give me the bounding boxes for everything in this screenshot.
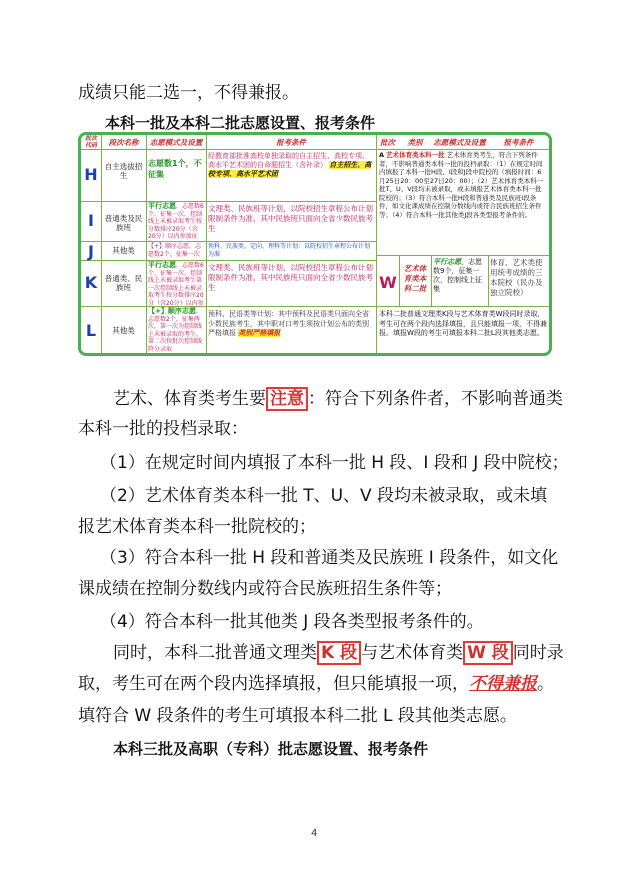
- row-setting-i-text: ，志愿数6个，征集一次，控制线上未被录取考生按分数排序20分（含20分）以内参加征: [148, 203, 204, 240]
- row-category-w: 艺术体育类本科二批: [403, 264, 427, 293]
- row-code-h: H: [84, 165, 98, 184]
- row-code-j: J: [88, 242, 94, 261]
- batch2-same-time-note: 本科二批普通文理类K段与艺术体育类W段同时录取，考生可在两个段内选择填报，且只能填报一项，不得兼报。填报W段的考生可填报本科二批L段其他类志愿。: [379, 310, 547, 337]
- header-conditions-2: 报考条件: [503, 138, 534, 147]
- row-setting-h: 志愿数1个，不征集: [148, 159, 202, 179]
- header-setting-2: 志愿模式及设置: [433, 138, 486, 147]
- header-conditions: 报考条件: [276, 138, 306, 147]
- p6-text-b: 与艺术体育类: [361, 643, 464, 663]
- paragraph-4-line-1: （3）符合本科一批 H 段和普通类及民族班 I 段条件，如文化: [100, 548, 559, 568]
- p6-text-c: 同时录: [512, 643, 564, 663]
- paragraph-4-line-2: 课成绩在控制分数线内或符合民族班招生条件等；: [78, 579, 452, 599]
- row-cond-l: [206, 309, 376, 353]
- row-setting-w-title: 平行志愿: [433, 258, 461, 266]
- row-setting-l-title: 【+】顺序志愿: [148, 307, 196, 315]
- row-setting-i: [146, 202, 206, 241]
- paragraph-2: （1）在规定时间内填报了本科一批 H 段、I 段和 J 段中院校；: [100, 453, 569, 473]
- row-cond-l-highlight: 类别严格填报: [238, 329, 281, 337]
- art-pe-batch1-category: 艺术体育类本科一批: [386, 151, 445, 159]
- header-category: 类别: [407, 138, 423, 147]
- row-code-k: K: [84, 273, 98, 292]
- p6-text-a: 同时，本科二批普通文理类: [113, 643, 317, 663]
- row-setting-l: [146, 307, 206, 353]
- row-setting-l-text: ，志愿数2个，征集两次，第一次为控制线上未被录取的考生，第二次按批次控制线降分录取: [148, 308, 203, 353]
- p1-attention-box: 注意: [266, 387, 308, 411]
- p6-w-segment-box: W 段: [463, 641, 513, 665]
- paragraph-3-line-2: 报艺术体育类本科一批院校的；: [78, 517, 316, 537]
- row-cond-h: [206, 151, 376, 201]
- row-setting-w-text: ，志愿数9个，征集一次，控制线上征集: [433, 258, 482, 293]
- row-name-i: 普通类及民族班: [104, 214, 143, 232]
- header-batch: 批次: [380, 138, 395, 147]
- row-setting-j: 【+】顺序志愿，志愿数2个，征集一次: [148, 243, 202, 258]
- paragraph-7: [78, 671, 554, 697]
- admission-table: [78, 132, 552, 356]
- row-code-l: L: [85, 321, 97, 340]
- p7-no-double-apply: 不得兼报: [469, 674, 537, 694]
- paragraph-3-line-1: （2）艺术体育类本科一批 T、U、V 段均未被录取，或未填: [100, 486, 548, 506]
- section-title-2: 本科三批及高职（专科）批志愿设置、报考条件: [113, 740, 429, 758]
- section-title-1: 本科一批及本科二批志愿设置、报考条件: [105, 114, 376, 132]
- row-setting-k: [146, 261, 206, 306]
- row-cond-k: 文理类、民族班等计划，以院校招生章程公布计划限制条件为准，其中民族班只面向全省少数民族考生: [208, 263, 373, 292]
- row-code-w: W: [379, 273, 397, 292]
- header-batch-code: 批次代码: [84, 135, 97, 149]
- row-cond-w: [488, 257, 549, 306]
- p1-text-a: 艺术、体育类考生要: [113, 389, 266, 409]
- header-setting: 志愿模式及设置: [149, 138, 203, 147]
- row-setting-k-title: 平行志愿: [148, 261, 176, 269]
- art-pe-batch1-code: A: [379, 151, 385, 159]
- row-name-j: 其他类: [112, 246, 135, 255]
- paragraph-1-line-1: [113, 386, 563, 412]
- row-cond-h-highlight: 自主招生、高校专项、高水平艺术团: [208, 161, 372, 178]
- row-name-l: 其他类: [112, 326, 135, 335]
- paragraph-1-line-2: 本科一批的投档录取：: [78, 419, 248, 439]
- header-section-name: 段次名称: [108, 138, 139, 147]
- page-number: 4: [311, 828, 318, 839]
- p1-text-b: ：符合下列条件者，不影响普通类: [308, 389, 563, 409]
- row-name-h: 自主选拔招生: [104, 162, 143, 180]
- row-cond-h-text: 经教育部批准高校单独录取的自主招生、高校专项、高水平艺术团的自命题招生（含补录）: [208, 152, 369, 169]
- row-setting-k-text: ，志愿数6个，征集一次，控制线上未被录取考生第一次控制线上未被录取考生按分数排序20分（含20分）以内参: [148, 262, 204, 306]
- row-cond-l-text: 预科、民语类等计划：其中预科及民语类只面向全省少数民族考生，其中职对口考生须按计划公布的类别严格填报: [208, 310, 369, 337]
- art-pe-batch1-conditions: [377, 150, 549, 255]
- row-cond-w-text: 体育、艺术类使用统考成绩的三本院校（民办及独立院校）: [490, 258, 543, 297]
- row-name-k: 普通类、民族班: [104, 274, 143, 292]
- row-code-i: I: [88, 211, 94, 230]
- row-setting-w: [431, 257, 488, 306]
- art-pe-batch1-text: 艺术体育类考生，符合下列条件者，不影响普通类本科一批的投档录取：（1）在规定时间内填报了本科一批H段、I段和J段中院校的（填报时间：6月25日20：00至27日20：00）；（2）艺术体育类本科一批T、U、V段均未被录取，或未填报艺术体育类本科一批院校的；（3）符合本科一批H段和普通类及民族班I段条件，如文化课成绩在控制分数线内或符合民族班招生条件等；（4）符合本科一批其他类J段各类型报考条件的。: [379, 151, 544, 219]
- row-setting-i-title: 平行志愿: [148, 202, 176, 210]
- p7-text-a: 取，考生可在两个段内选择填报，但只能填报一项，: [78, 674, 469, 694]
- paragraph-5: （4）符合本科一批其他类 J 段各类型报考条件的。: [100, 612, 484, 632]
- paragraph-6-line-1: [113, 640, 564, 666]
- paragraph-8: 填符合 W 段条件的考生可填报本科二批 L 段其他类志愿。: [78, 706, 517, 726]
- row-cond-j: 预科、民族类、定向、理科等计划：以院校招生章程公布计划为准: [208, 243, 371, 258]
- p7-text-b: 。: [537, 674, 554, 694]
- text-line-top: 成绩只能二选一，不得兼报。: [78, 83, 299, 103]
- p6-k-segment-box: K 段: [317, 641, 361, 665]
- row-cond-i: 文理类、民族班等计划，以院校招生章程公布计划限制条件为准，其中民族班只面向全省少数民族考生: [208, 204, 373, 233]
